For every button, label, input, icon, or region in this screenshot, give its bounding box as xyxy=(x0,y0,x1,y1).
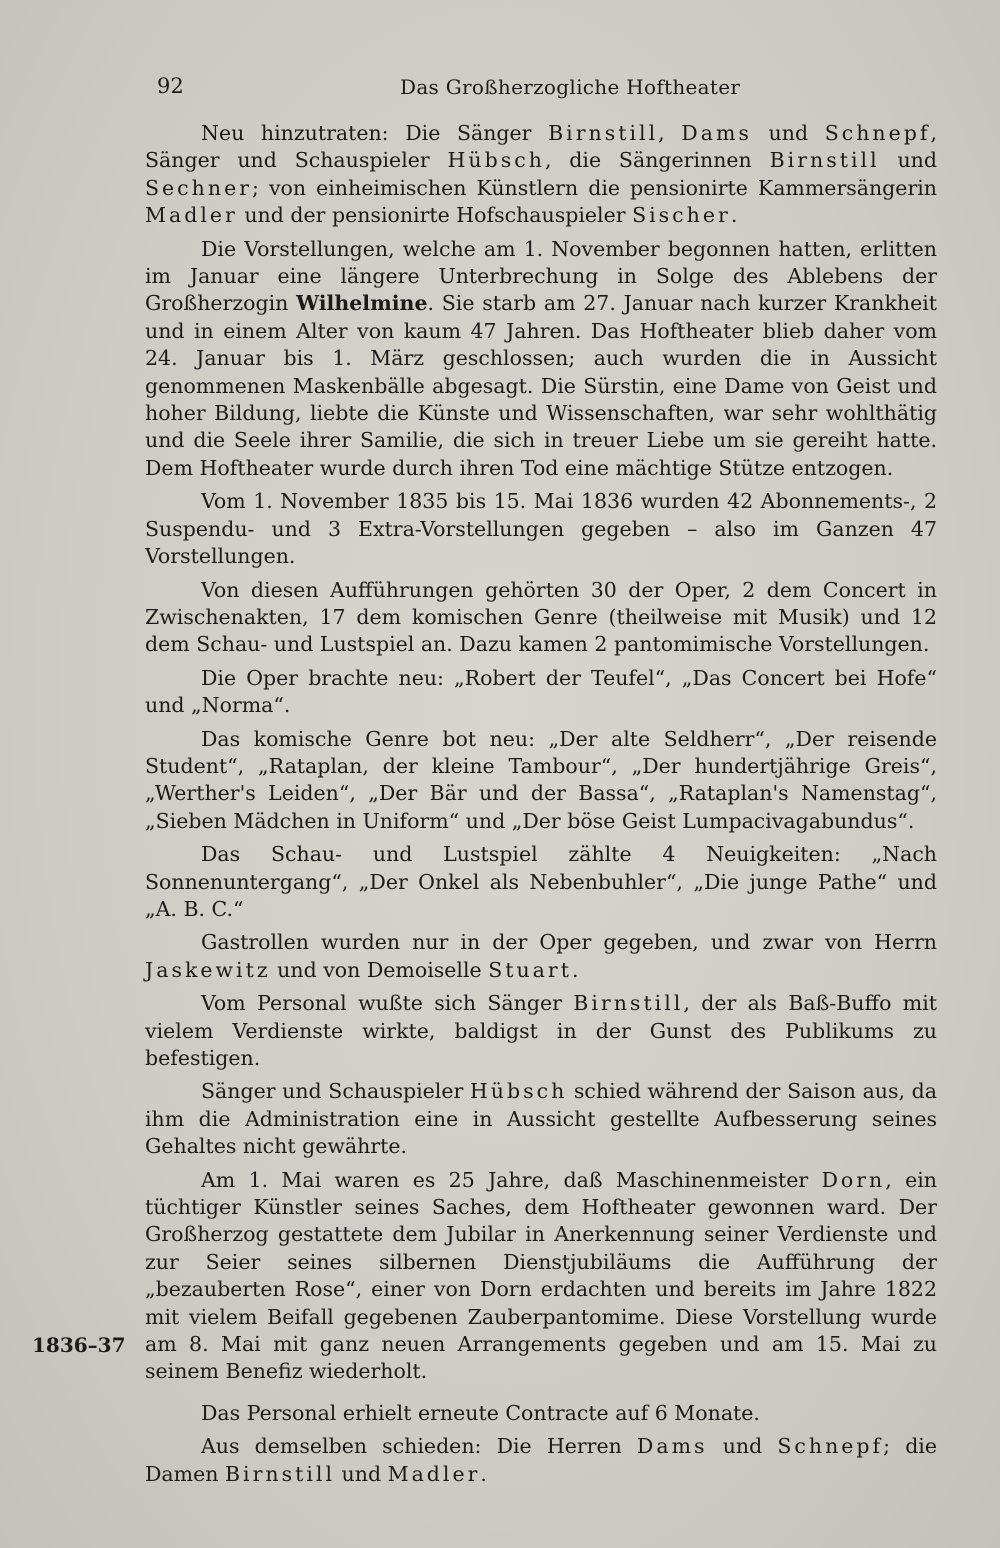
page-number: 92 xyxy=(157,74,184,98)
paragraph-opera: Die Oper brachte neu: „Robert der Teufel“, „Das Concert bei Hofe“ und „Norma“. xyxy=(145,665,937,718)
spaced-name: Hübsch xyxy=(447,148,545,173)
spaced-name: Birnstill xyxy=(573,991,684,1016)
spaced-name: Birnstill xyxy=(224,1461,336,1486)
spaced-name: Stuart xyxy=(488,957,572,982)
spaced-name: Schnepf xyxy=(824,121,931,145)
spaced-name: Hübsch xyxy=(469,1079,568,1104)
spaced-name: Madler xyxy=(387,1461,481,1486)
spaced-name: Schnepf xyxy=(777,1434,884,1459)
spaced-name: Dorn xyxy=(821,1167,886,1192)
spaced-name: Birnstill xyxy=(769,148,880,173)
paragraph-guest-roles: Gastrollen wurden nur in der Oper gegeben, und zwar von Herrn Jaskewitz und von Demoiselle Stuart. xyxy=(145,930,937,982)
spaced-name: Dams xyxy=(681,121,752,145)
paragraph-drama: Das Schau- und Lustspiel zählte 4 Neuigkeiten: „Nach Sonnenuntergang“, „Der Onkel als Nebenbuhler“, „Die junge Pathe“ und „A. B. C.“ xyxy=(145,842,937,921)
spaced-name: Birnstill xyxy=(548,121,659,145)
running-head: Das Großherzogliche Hoftheater xyxy=(400,75,741,99)
paragraph-comic-genre: Das komische Genre bot neu: „Der alte Seldherr“, „Der reisende Student“, „Rataplan, der kleine Tambour“, „Der hundertjährige Greis“, „Werther's Leiden“, „Der Bär und der Bassa“, „Rataplan's Namenstag“, „Sieben Mädchen in Uniform“ und „Der böse Geist Lumpacivagabundus“. xyxy=(145,726,937,833)
paragraph-genres: Von diesen Aufführungen gehörten 30 der Oper, 2 dem Concert in Zwischenakten, 17 dem komischen Genre (theilweise mit Musik) und 12 dem Schau- und Lustspiel an. Dazu kamen 2 pantomimische Vorstellungen. xyxy=(145,577,937,657)
paragraph-departure: Sänger und Schauspieler Hübsch schied während der Saison aus, da ihm die Administration eine in Aussicht gestellte Aufbesserung seines Gehaltes nicht gewährte. xyxy=(145,1079,937,1159)
paragraph-performance-count: Vom 1. November 1835 bis 15. Mai 1836 wurden 42 Abonnements-, 2 Suspendu- und 3 Extra-Vorstellungen gegeben – also im Ganzen 47 Vorstellungen. xyxy=(145,489,937,569)
page-header xyxy=(0,74,1000,110)
paragraph-new-members: Neu hinzutraten: Die Sänger Birnstill, Dams und Schnepf, Sänger und Schauspieler Hübsch, die Sängerinnen Birnstill und Sechner; von einheimischen Künstlern die pensionirte Kammersängerin Madler und der pensionirte Hofschauspieler Sischer. xyxy=(145,121,937,228)
paragraph-anniversary: Am 1. Mai waren es 25 Jahre, daß Maschinenmeister Dorn, ein tüchtiger Künstler seines Saches, dem Hoftheater gewonnen ward. Der Großherzog gestattete dem Jubilar in Anerkennung seiner Verdienste und zur Seier seines silbernen Dienstjubiläums die Aufführung der „bezauberten Rose“, einer von Dorn erdachten und bereits im Jahre 1822 mit vielem Beifall gegebenen Zauberpantomime. Diese Vorstellung wurde am 8. Mai mit ganz neuen Arrangements gegeben und am 15. Mai zu seinem Benefiz wiederholt. xyxy=(145,1167,937,1384)
page-body xyxy=(145,120,937,1494)
paragraph-interruption: Die Vorstellungen, welche am 1. November begonnen hatten, erlitten im Januar eine längere Unterbrechung in Solge des Ablebens der Großherzogin Wilhelmine. Sie starb am 27. Januar nach kurzer Krankheit und in einem Alter von kaum 47 Jahren. Das Hoftheater blieb daher vom 24. Januar bis 1. März geschlossen; auch wurden die in Aussicht genommenen Maskenbälle abgesagt. Die Sürstin, eine Dame von Geist und hoher Bildung, liebte die Künste und Wissenschaften, war sehr wohlthätig und die Seele ihrer Samilie, die sich in treuer Liebe um sie gereiht hatte. Dem Hoftheater wurde durch ihren Tod eine mächtige Stütze entzogen. xyxy=(145,236,937,480)
margin-year-note: 1836–37 xyxy=(32,1333,126,1357)
spaced-name: Dams xyxy=(636,1434,708,1459)
paragraph-contracts: Das Personal erhielt erneute Contracte auf 6 Monate. xyxy=(201,1400,760,1425)
spaced-name: Madler xyxy=(145,203,238,228)
spaced-name: Sischer xyxy=(632,203,731,228)
paragraph-leaving: Aus demselben schieden: Die Herren Dams und Schnepf; die Damen Birnstill und Madler. xyxy=(145,1434,937,1486)
paragraph-personnel: Vom Personal wußte sich Sänger Birnstill, der als Baß-Buffo mit vielem Verdienste wirkte, baldigst in der Gunst des Publikums zu befestigen. xyxy=(145,991,938,1070)
spaced-name: Sechner xyxy=(145,175,252,200)
bold-name: Wilhelmine xyxy=(296,291,428,316)
spaced-name: Jaskewitz xyxy=(145,957,271,982)
